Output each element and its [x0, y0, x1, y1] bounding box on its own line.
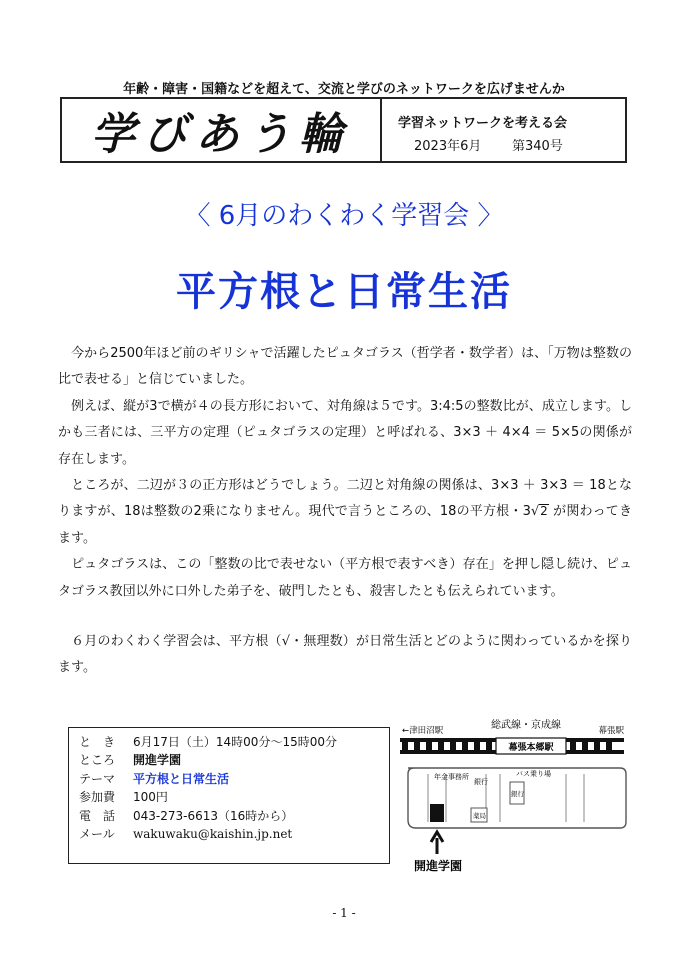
paragraph: ６月のわくわく学習会は、平方根（√・無理数）が日常生活とどのように関わっているかを探ります。	[58, 634, 632, 676]
info-row-theme: テーマ 平方根と日常生活	[79, 771, 230, 786]
info-row-fee: 参加費 100円	[79, 790, 168, 805]
paragraph: 例えば、縦が3で横が４の長方形において、対角線は５です。3:4:5の整数比が、成立します。しかも三者には、三平方の定理（ピュタゴラスの定理）と呼ばれる、3×3 ＋ 4×4 ＝ 5×5の関係が存在します。	[58, 398, 632, 467]
paragraph: ピュタゴラスは、この「整数の比で表せない（平方根で表すべき）存在」を押し隠し続け、ピュタゴラス教団以外に口外した弟子を、破門したとも、殺害したとも伝えられています。	[58, 557, 632, 599]
article-body	[58, 341, 632, 682]
arrow-up-icon	[431, 832, 443, 854]
issue-number: 第340号	[512, 139, 563, 154]
bank1-label: 銀行	[474, 778, 488, 786]
bank2-label: 銀行	[511, 790, 524, 798]
info-row-where: ところ 開進学園	[79, 753, 182, 768]
station-left-label: ←津田沼駅	[402, 726, 444, 736]
tagline: 年齢・障害・国籍などを超えて、交流と学びのネットワークを広げませんか	[123, 82, 565, 97]
line-name-label: 総武線・京成線	[491, 720, 561, 731]
info-row-mail: メール wakuwaku@kaishin.jp.net	[79, 826, 293, 842]
bus-stop-label: バス乗り場	[516, 770, 551, 778]
road-grid	[428, 774, 584, 822]
event-info-box	[68, 727, 390, 864]
organization-name: 学習ネットワークを考える会	[398, 116, 568, 131]
masthead	[60, 97, 627, 163]
event-headline: 〈 6月のわくわく学習会 〉	[184, 201, 504, 231]
main-station-label: 幕張本郷駅	[508, 743, 554, 753]
page-title: 平方根と日常生活	[176, 269, 512, 315]
paragraph: 今から2500年ほど前のギリシャで活躍したピュタゴラス（哲学者・数学者）は、「万物は整数の比で表せる」と信じていました。	[58, 346, 632, 388]
sqrt-radicand: 2	[540, 504, 548, 519]
email-link[interactable]: wakuwaku@kaishin.jp.net	[133, 826, 293, 841]
info-row-phone: 電 話 043-273-6613（16時から）	[79, 808, 294, 823]
school-building	[430, 804, 444, 822]
school-label: 開進学園	[413, 859, 463, 873]
pension-office-label: 年金事務所	[434, 773, 469, 781]
sqrt-symbol: √	[530, 504, 540, 520]
paragraph: ところが、二辺が３の正方形はどうでしょう。二辺と対角線の関係は、3×3 ＋ 3×3 ＝ 18となりますが、18は整数の2乗になりません。現代で言うところの、18の平方根・3√2 が関わってきます。	[58, 478, 632, 546]
page-number: - 1 -	[332, 906, 356, 920]
newsletter-logo: 学びあう輪	[62, 99, 382, 161]
station-right-label: 幕張駅	[598, 726, 624, 736]
issue-date: 2023年6月	[414, 139, 482, 154]
pharmacy-label: 薬局	[473, 812, 486, 820]
info-row-when: と き 6月17日（土）14時00分～15時00分	[79, 734, 337, 749]
access-map	[398, 716, 630, 876]
